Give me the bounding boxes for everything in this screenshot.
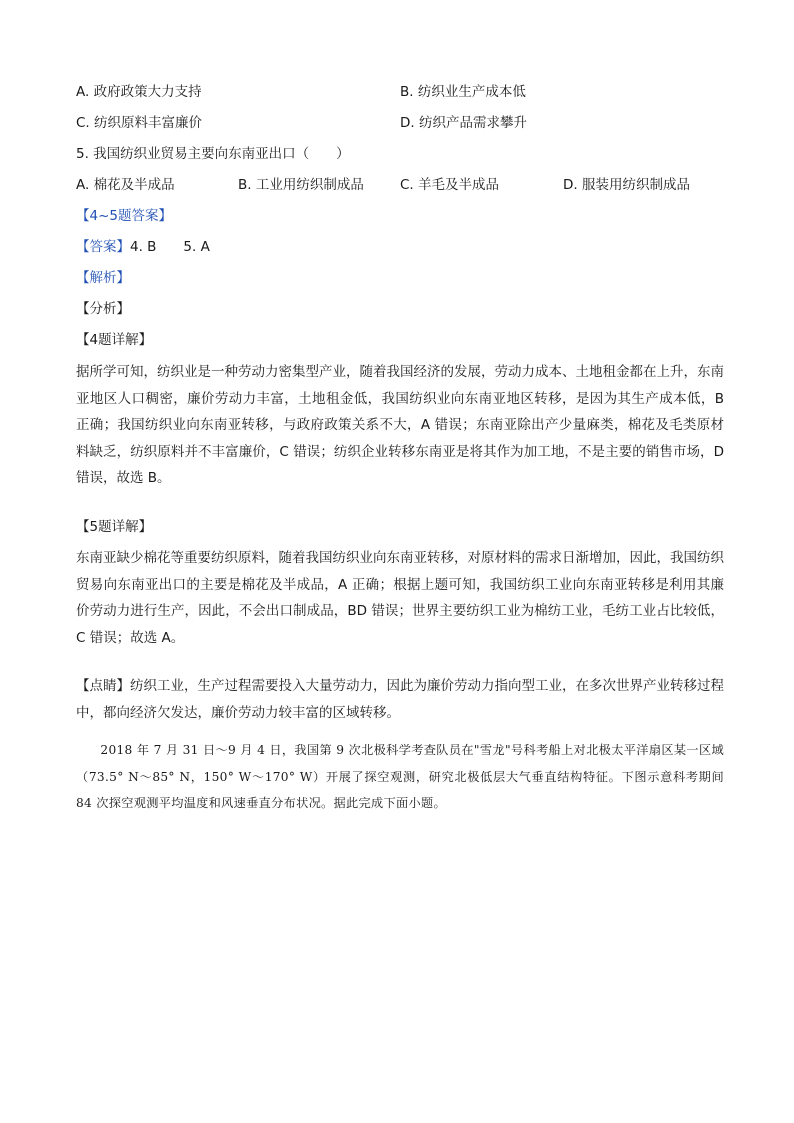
q4-option-c: C. 纺织原料丰富廉价 (76, 115, 203, 131)
q4-detail-paragraph (76, 359, 724, 492)
q5-option-b: B. 工业用纺织制成品 (238, 177, 364, 193)
answer-line (76, 237, 210, 257)
q5-stem: 5. 我国纺织业贸易主要向东南亚出口（ ） (76, 146, 350, 162)
q5-detail-paragraph (76, 545, 724, 651)
q4-option-d: D. 纺织产品需求攀升 (400, 115, 527, 131)
q5-option-c: C. 羊毛及半成品 (400, 177, 500, 193)
answer-header: 【4~5题答案】 (76, 208, 172, 224)
next-question-passage (76, 737, 724, 817)
q4-detail-label: 【4题详解】 (76, 332, 153, 348)
q4-option-a: A. 政府政策大力支持 (76, 84, 202, 100)
dianjing-text: 纺织工业，生产过程需要投入大量劳动力，因此为廉价劳动力指向型工业，在多次世界产业转移过程中，都向经济欠发达，廉价劳动力较丰富的区域转移。 (76, 678, 724, 721)
answer-values: 4. B 5. A (130, 239, 210, 255)
analysis-label: 【解析】 (76, 270, 130, 286)
answer-label: 【答案】 (76, 239, 130, 255)
next-passage-text: 2018 年 7 月 31 日～9 月 4 日，我国第 9 次北极科学考查队员在"雪龙"号科考船上对北极太平洋扇区某一区域（73.5° N～85° N，150° W～170° W）开展了探空观测，研究北极低层大气垂直结构特征。下图示意科考期间 84 次探空观测平均温度和风速垂直分布状况。据此完成下面小题。 (76, 743, 724, 810)
dianjing-label: 【点睛】 (76, 678, 130, 694)
q5-detail-text: 东南亚缺少棉花等重要纺织原料，随着我国纺织业向东南亚转移，对原材料的需求日渐增加，因此，我国纺织贸易向东南亚出口的主要是棉花及半成品，A 正确；根据上题可知，我国纺织工业向东南亚转移是利用其廉价劳动力进行生产，因此，不会出口制成品，BD 错误；世界主要纺织工业为棉纺工业，毛纺工业占比较低，C 错误；故选 A。 (76, 550, 724, 646)
dianjing-paragraph (76, 673, 724, 726)
fenxi-label: 【分析】 (76, 301, 130, 317)
q5-option-d: D. 服装用纺织制成品 (563, 177, 690, 193)
q5-option-a: A. 棉花及半成品 (76, 177, 175, 193)
dianjing-content (76, 673, 724, 726)
q5-detail-label: 【5题详解】 (76, 519, 153, 535)
q4-detail-text: 据所学可知，纺织业是一种劳动力密集型产业，随着我国经济的发展，劳动力成本、土地租金都在上升，东南亚地区人口稠密，廉价劳动力丰富，土地租金低，我国纺织业向东南亚地区转移，是因为其生产成本低，B 正确；我国纺织业向东南亚转移，与政府政策关系不大，A 错误；东南亚除出产少量麻类，棉花及毛类原材料缺乏，纺织原料并不丰富廉价，C 错误；纺织企业转移东南亚是将其作为加工地，不是主要的销售市场，D 错误，故选 B。 (76, 364, 724, 486)
q4-option-b: B. 纺织业生产成本低 (400, 84, 526, 100)
